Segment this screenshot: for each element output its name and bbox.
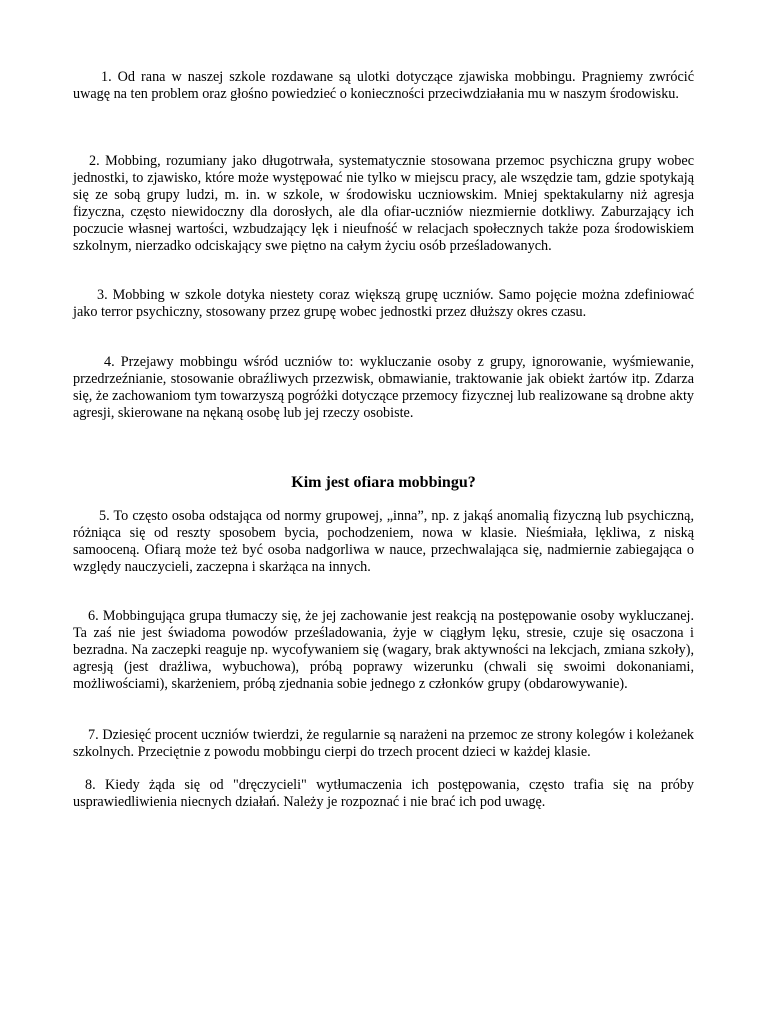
paragraph-8: 8. Kiedy żąda się od "dręczycieli" wytłumaczenia ich postępowania, często trafia się na próby usprawiedliwienia niecnych działań. Należy je rozpoznać i nie brać ich pod uwagę. bbox=[73, 777, 694, 810]
paragraph-1: 1. Od rana w naszej szkole rozdawane są ulotki dotyczące zjawiska mobbingu. Pragniemy zwrócić uwagę na ten problem oraz głośno powiedzieć o konieczności przeciwdziałania mu w naszym środowisku. bbox=[73, 69, 694, 102]
paragraph-7: 7. Dziesięć procent uczniów twierdzi, że regularnie są narażeni na przemoc ze strony kolegów i koleżanek szkolnych. Przeciętnie z powodu mobbingu cierpi do trzech procent dzieci w każdej klasie. bbox=[73, 727, 694, 760]
paragraph-5: 5. To często osoba odstająca od normy grupowej, „inna”, np. z jakąś anomalią fizyczną lub psychiczną, różniąca się od reszty sposobem bycia, pochodzeniem, nowa w klasie. Nieśmiała, lękliwa, z niską samooceną. Ofiarą może też być osoba nadgorliwa w nauce, przechwalająca się, nadmiernie zabiegająca o względy nauczycieli, zaczepna i skarżąca na innych. bbox=[73, 508, 694, 575]
paragraph-3: 3. Mobbing w szkole dotyka niestety coraz większą grupę uczniów. Samo pojęcie można zdefiniować jako terror psychiczny, stosowany przez grupę wobec jednostki przez dłuższy okres czasu. bbox=[73, 287, 694, 320]
paragraph-2: 2. Mobbing, rozumiany jako długotrwała, systematycznie stosowana przemoc psychiczna grupy wobec jednostki, to zjawisko, które może występować nie tylko w miejscu pracy, ale wszędzie tam, gdzie spotykają się ze sobą grupy ludzi, m. in. w szkole, w środowisku uczniowskim. Mniej spektakularny niż agresja fizyczna, często niewidoczny dla dorosłych, ale dla ofiar-uczniów niezmiernie dotkliwy. Zaburzający ich poczucie własnej wartości, wzbudzający lęk i nieufność w relacjach społecznych także poza środowiskiem szkolnym, nierzadko odciskający swe piętno na całym życiu osób prześladowanych. bbox=[73, 153, 694, 254]
paragraph-4: 4. Przejawy mobbingu wśród uczniów to: wykluczanie osoby z grupy, ignorowanie, wyśmiewanie, przedrzeźnianie, stosowanie obraźliwych przezwisk, obmawianie, traktowanie jak obiekt żartów itp. Zdarza się, że zachowaniom tym towarzyszą pogróżki dotyczące przemocy fizycznej lub realizowane są drobne akty agresji, skierowane na nękaną osobę lub jej rzeczy osobiste. bbox=[73, 354, 694, 421]
section-heading: Kim jest ofiara mobbingu? bbox=[291, 474, 476, 491]
paragraph-6: 6. Mobbingująca grupa tłumaczy się, że jej zachowanie jest reakcją na postępowanie osoby wykluczanej. Ta zaś nie jest świadoma powodów prześladowania, żyje w ciągłym lęku, stresie, czuje się osaczona i bezradna. Na zaczepki reaguje np. wycofywaniem się (wagary, brak aktywności na lekcjach, zmiana szkoły), agresją (jest drażliwa, wybuchowa), próbą poprawy wizerunku (chwali się swoimi dokonaniami, możliwościami), skarżeniem, próbą zjednania sobie jednego z członków grupy (obdarowywanie). bbox=[73, 608, 694, 692]
